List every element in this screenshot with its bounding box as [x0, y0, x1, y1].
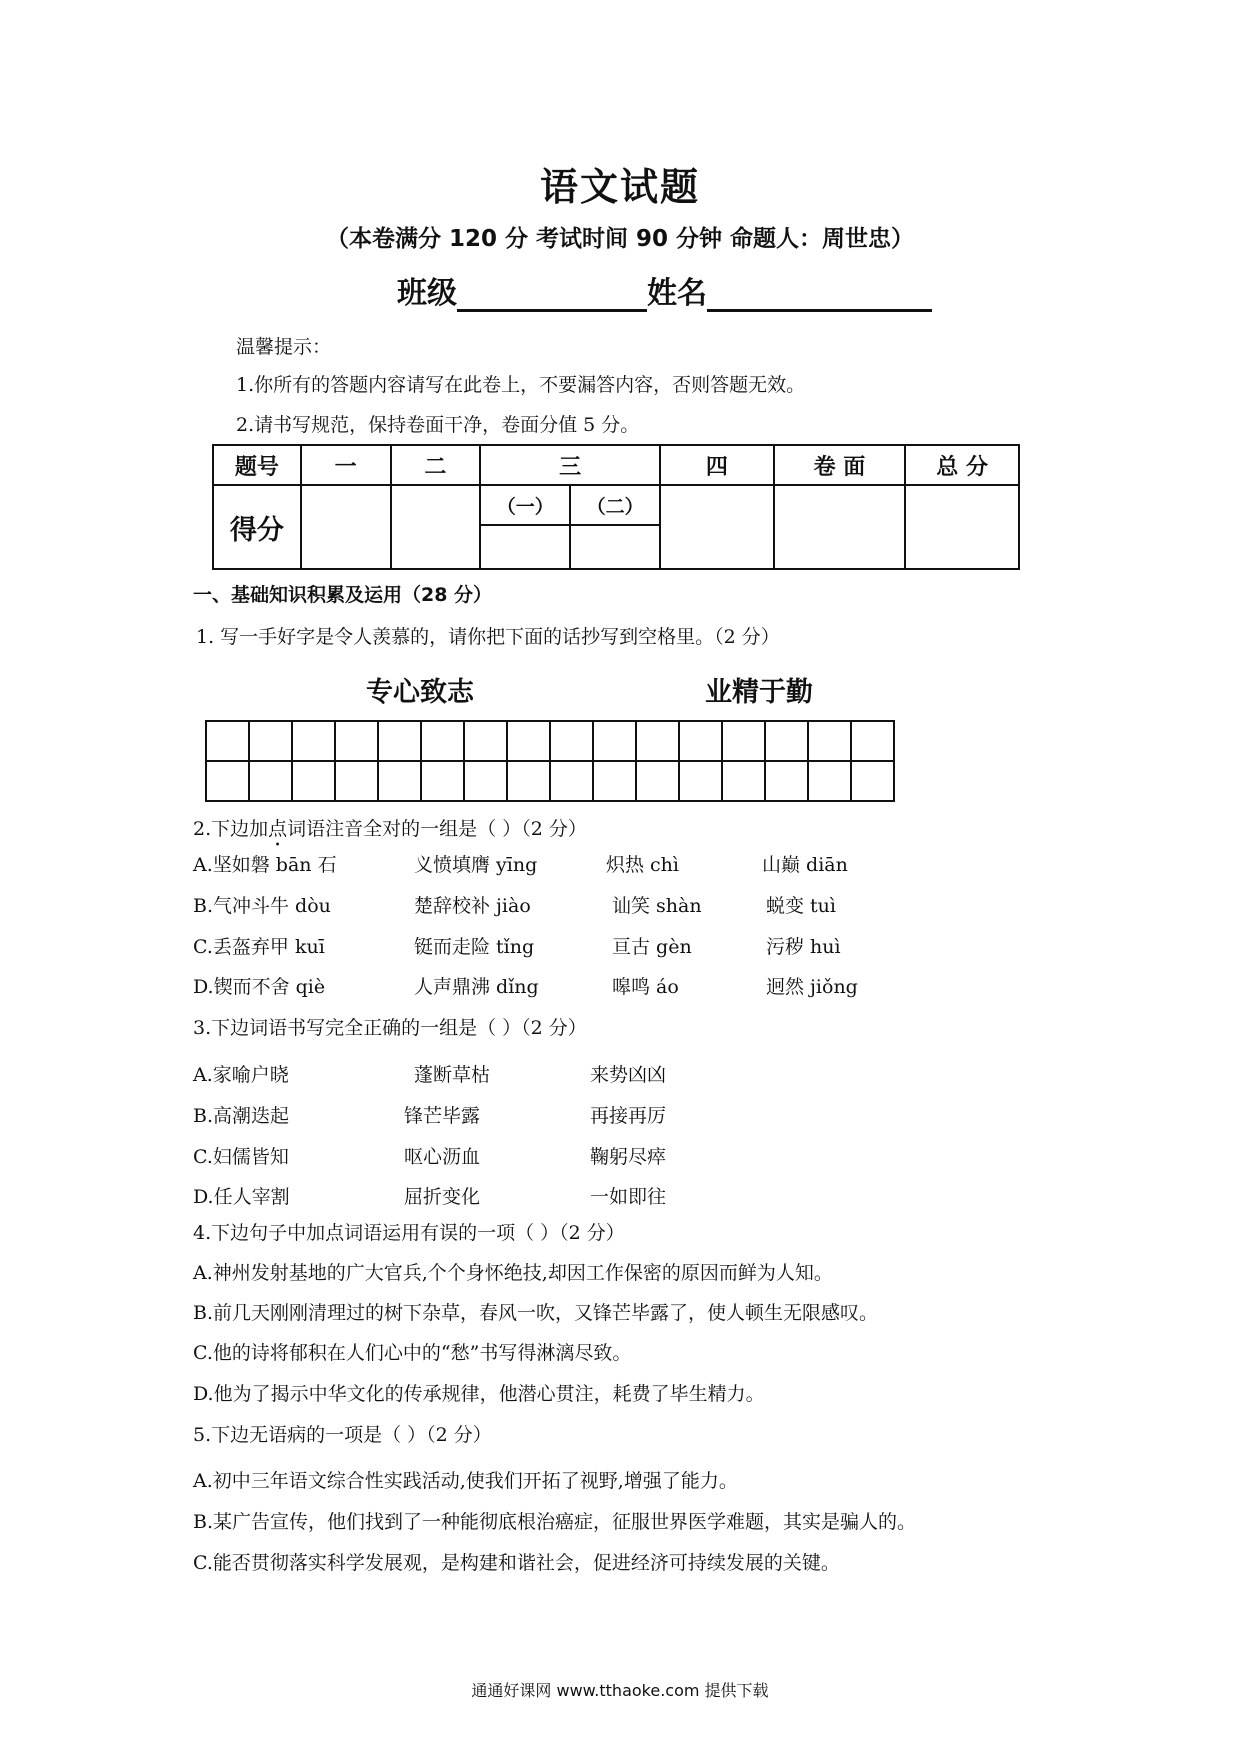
grid-cell[interactable] [206, 761, 249, 801]
class-name-row [397, 268, 932, 312]
grid-cell[interactable] [507, 761, 550, 801]
score-cell-paper[interactable] [774, 485, 906, 569]
score-header-1: 一 [301, 445, 391, 485]
page-footer: 通通好课网 www.tthaoke.com 提供下载 [471, 1681, 769, 1700]
q2-option-d-2: 人声鼎沸 dǐng [414, 976, 539, 998]
q2-option-b-4: 蜕变 tuì [766, 895, 836, 917]
q4-option-b: B.前几天刚刚清理过的树下杂草，春风一吹，又锋芒毕露了，使人顿生无限感叹。 [193, 1302, 879, 1324]
notice-heading: 温馨提示： [236, 336, 332, 358]
grid-cell[interactable] [421, 721, 464, 761]
grid-cell[interactable] [550, 761, 593, 801]
score-header-label: 题号 [213, 445, 301, 485]
score-header-total: 总 分 [905, 445, 1019, 485]
name-field[interactable] [707, 275, 932, 312]
grid-cell[interactable] [722, 761, 765, 801]
grid-cell[interactable] [679, 761, 722, 801]
exam-info: （本卷满分 120 分 考试时间 90 分钟 命题人：周世忠） [325, 226, 915, 252]
grid-cell[interactable] [292, 721, 335, 761]
grid-cell[interactable] [636, 761, 679, 801]
grid-cell[interactable] [593, 761, 636, 801]
score-header-4: 四 [660, 445, 774, 485]
q3-option-d-3: 一如即往 [590, 1186, 667, 1208]
idiom-right: 业精于勤 [705, 677, 813, 708]
page-title: 语文试题 [539, 165, 700, 209]
q2-option-c-1: C.丢盔弃甲 kuī [193, 936, 325, 958]
score-header-3: 三 [480, 445, 660, 485]
q2-option-b-1: B.气冲斗牛 dòu [193, 895, 331, 917]
question-1: 1. 写一手好字是令人羡慕的，请你把下面的话抄写到空格里。（2 分） [196, 626, 780, 648]
grid-cell[interactable] [808, 761, 851, 801]
notice-item-1: 1.你所有的答题内容请写在此卷上，不要漏答内容，否则答题无效。 [236, 374, 806, 396]
question-3-stem: 3.下边词语书写完全正确的一组是（ ）（2 分） [193, 1017, 587, 1039]
question-2-stem [193, 814, 587, 851]
score-cell-4[interactable] [660, 485, 774, 569]
q2-option-b-3: 讪笑 shàn [612, 895, 702, 917]
question-4-stem: 4.下边句子中加点词语运用有误的一项（ ）（2 分） [193, 1222, 625, 1244]
score-table [212, 444, 1020, 570]
q2-option-b-2: 楚辞校补 jiào [414, 895, 531, 917]
q3-option-c-2: 呕心沥血 [404, 1146, 481, 1168]
q2-stem-pre: 2.下边加 [193, 818, 269, 840]
section-heading: 一、基础知识积累及运用（28 分） [193, 584, 493, 606]
grid-cell[interactable] [851, 721, 894, 761]
grid-cell[interactable] [292, 761, 335, 801]
q3-option-b-3: 再接再厉 [590, 1105, 667, 1127]
grid-cell[interactable] [507, 721, 550, 761]
score-header-2: 二 [391, 445, 481, 485]
grid-cell[interactable] [722, 721, 765, 761]
name-label: 姓名 [647, 276, 707, 311]
q5-option-b: B.某广告宣传，他们找到了一种能彻底根治癌症，征服世界医学难题，其实是骗人的。 [193, 1511, 917, 1533]
score-cell-3-2[interactable] [570, 525, 660, 569]
grid-cell[interactable] [765, 761, 808, 801]
grid-cell[interactable] [464, 721, 507, 761]
q3-option-a-2: 蓬断草枯 [414, 1064, 491, 1086]
grid-cell[interactable] [808, 721, 851, 761]
q3-option-d-2: 屈折变化 [404, 1186, 481, 1208]
q2-option-c-2: 铤而走险 tǐng [414, 936, 535, 958]
grid-cell[interactable] [765, 721, 808, 761]
score-sub-2: （二） [570, 485, 660, 525]
score-row-label: 得分 [213, 485, 301, 569]
grid-cell[interactable] [249, 721, 292, 761]
grid-cell[interactable] [464, 761, 507, 801]
q2-stem-dot: 点 [268, 818, 288, 840]
grid-cell[interactable] [593, 721, 636, 761]
grid-cell[interactable] [249, 761, 292, 801]
q4-option-c: C.他的诗将郁积在人们心中的“愁”书写得淋漓尽致。 [193, 1342, 632, 1364]
q4-option-a: A.神州发射基地的广大官兵,个个身怀绝技,却因工作保密的原因而鲜为人知。 [193, 1262, 833, 1284]
grid-cell[interactable] [378, 721, 421, 761]
score-cell-1[interactable] [301, 485, 391, 569]
grid-cell[interactable] [550, 721, 593, 761]
grid-cell[interactable] [378, 761, 421, 801]
q2-option-c-4: 污秽 huì [766, 936, 841, 958]
score-header-paper: 卷 面 [774, 445, 906, 485]
score-cell-2[interactable] [391, 485, 481, 569]
class-field[interactable] [457, 275, 647, 312]
q4-option-d: D.他为了揭示中华文化的传承规律，他潜心贯注，耗费了毕生精力。 [193, 1383, 765, 1405]
grid-cell[interactable] [206, 721, 249, 761]
q3-option-a-3: 来势凶凶 [590, 1064, 667, 1086]
grid-cell[interactable] [636, 721, 679, 761]
q2-option-d-4: 迥然 jiǒng [766, 976, 858, 998]
class-label: 班级 [397, 276, 457, 311]
question-5-stem: 5.下边无语病的一项是（ ）（2 分） [193, 1424, 492, 1446]
grid-cell[interactable] [679, 721, 722, 761]
q3-option-a-1: A.家喻户晓 [193, 1064, 289, 1086]
q2-option-a-2: 义愤填膺 yīng [414, 854, 538, 876]
q3-option-b-1: B.高潮迭起 [193, 1105, 290, 1127]
q5-option-c: C.能否贯彻落实科学发展观，是构建和谐社会，促进经济可持续发展的关键。 [193, 1552, 840, 1574]
grid-cell[interactable] [421, 761, 464, 801]
score-cell-3-1[interactable] [480, 525, 570, 569]
q2-option-a-4: 山巅 diān [762, 854, 848, 876]
writing-grid[interactable] [205, 720, 895, 802]
q2-option-c-3: 亘古 gèn [612, 936, 692, 958]
q3-option-b-2: 锋芒毕露 [404, 1105, 481, 1127]
score-cell-total[interactable] [905, 485, 1019, 569]
grid-cell[interactable] [335, 721, 378, 761]
q3-option-d-1: D.任人宰割 [193, 1186, 290, 1208]
q2-option-a-3: 炽热 chì [606, 854, 679, 876]
q2-option-d-3: 嗥鸣 áo [612, 976, 679, 998]
q2-option-a-1: A.坚如磐 bān 石 [193, 854, 337, 876]
q3-option-c-3: 鞠躬尽瘁 [590, 1146, 667, 1168]
q2-stem-post: 词语注音全对的一组是（ ）（2 分） [287, 818, 587, 840]
notice-item-2: 2.请书写规范，保持卷面干净，卷面分值 5 分。 [236, 414, 640, 436]
idiom-left: 专心致志 [366, 677, 474, 708]
q2-option-d-1: D.锲而不舍 qiè [193, 976, 326, 998]
q5-option-a: A.初中三年语文综合性实践活动,使我们开拓了视野,增强了能力。 [193, 1470, 738, 1492]
grid-cell[interactable] [335, 761, 378, 801]
q3-option-c-1: C.妇儒皆知 [193, 1146, 289, 1168]
score-sub-1: （一） [480, 485, 570, 525]
grid-cell[interactable] [851, 761, 894, 801]
